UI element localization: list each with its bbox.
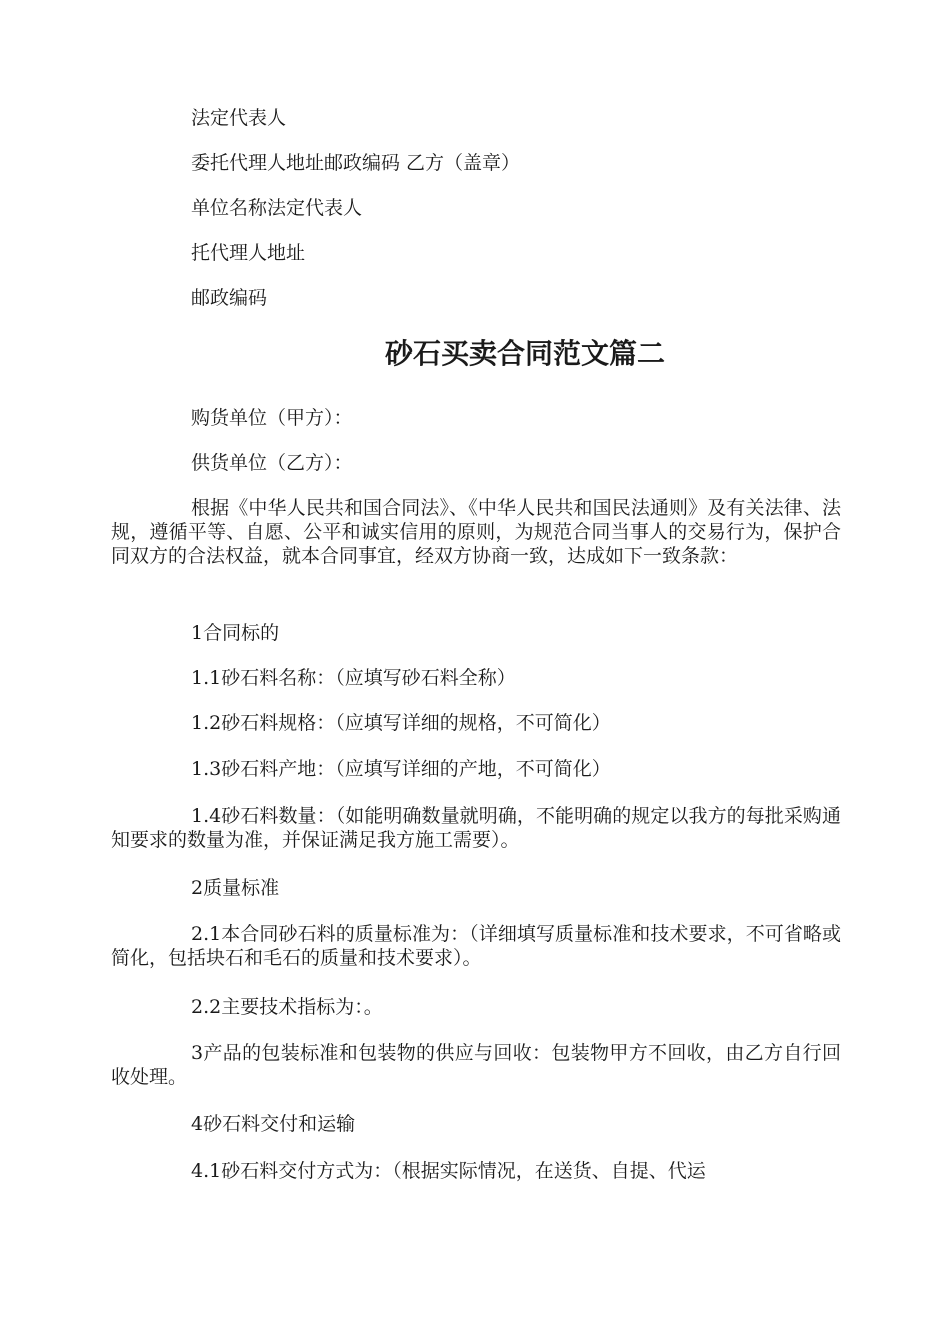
clause-1-1: 1.1砂石料名称：（应填写砂石料全称） <box>191 667 516 689</box>
buyer-line: 购货单位（甲方）： <box>191 407 353 429</box>
legal-representative-line: 法定代表人 <box>191 107 287 129</box>
clause-2-2: 2.2主要技术指标为：。 <box>191 996 383 1018</box>
preamble-paragraph: 根据《中华人民共和国合同法》、《中华人民共和国民法通则》及有关法律、法规，遵循平等、自愿、公平和诚实信用的原则，为规范合同当事人的交易行为，保护合同双方的合法权益，就本合同事宜，经双方协商一致，达成如下一致条款： <box>111 497 841 567</box>
seller-line: 供货单位（乙方）： <box>191 452 353 474</box>
clause-2-1: 2.1本合同砂石料的质量标准为：（详细填写质量标准和技术要求，不可省略或简化，包括块石和毛石的质量和技术要求）。 <box>111 923 841 969</box>
agent-address-line: 委托代理人地址邮政编码 乙方（盖章） <box>191 152 521 174</box>
agent-address-line-2: 托代理人地址 <box>191 242 306 264</box>
document-title: 砂石买卖合同范文篇二 <box>384 337 665 370</box>
clause-3: 3产品的包装标准和包装物的供应与回收：包装物甲方不回收，由乙方自行回收处理。 <box>111 1042 841 1088</box>
clause-4-heading: 4砂石料交付和运输 <box>191 1113 356 1135</box>
clause-2-heading: 2质量标准 <box>191 877 280 899</box>
clause-1-heading: 1合同标的 <box>191 622 280 644</box>
postal-code-line: 邮政编码 <box>191 287 268 309</box>
clause-4-1: 4.1砂石料交付方式为：（根据实际情况，在送货、自提、代运 <box>191 1160 706 1182</box>
clause-1-4: 1.4砂石料数量：（如能明确数量就明确，不能明确的规定以我方的每批采购通知要求的数量为准，并保证满足我方施工需要）。 <box>111 805 841 851</box>
unit-name-line: 单位名称法定代表人 <box>191 197 363 219</box>
clause-1-3: 1.3砂石料产地：（应填写详细的产地，不可简化） <box>191 758 611 780</box>
clause-1-2: 1.2砂石料规格：（应填写详细的规格，不可简化） <box>191 712 611 734</box>
